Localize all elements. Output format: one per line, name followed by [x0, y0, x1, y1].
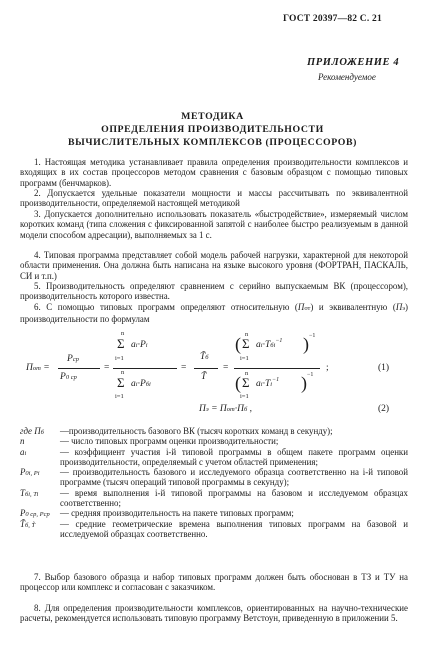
appendix-title: ПРИЛОЖЕНИЕ 4: [307, 57, 400, 68]
definition-item: ai — коэффициент участия i-й типовой программы в общем пакете программ оценки производительности, определяемый с учетом областей применения;: [20, 446, 408, 467]
definition-item: P0 ср, Pср — средняя производительность на пакете типовых программ;: [20, 508, 294, 519]
paragraph-2: 2. Допускается удельные показатели мощности и массы рассчитывать по эквивалентной производительности, определяемой настоящей методикой: [20, 188, 408, 209]
definition-item: n — число типовых программ оценки производительности;: [20, 436, 279, 447]
appendix-subtitle: Рекомендуемое: [318, 72, 376, 82]
doc-title-line-3: ВЫЧИСЛИТЕЛЬНЫХ КОМПЛЕКСОВ (ПРОЦЕССОРОВ): [67, 137, 357, 148]
paragraph-5: 5. Производительность определяют сравнением с серийно выпускаемым ВК (процессором), производительность которого известна.: [20, 281, 408, 302]
paragraph-1: 1. Настоящая методика устанавливает правила определения производительности комплексов и входящих в их состав процессоров методом сравнения с базовым образцом с помощью типовых программ (бенчмарков).: [20, 157, 408, 188]
definition-item: P0i, Pi — производительность базового и исследуемого образца соответственно на i-й типовой программе (тысяч операций типовой программы в секунду);: [20, 467, 408, 488]
definition-item: Tбi, Ti — время выполнения i-й типовой программы на базовом и исследуемом образцах соответственно;: [20, 487, 408, 509]
formula-1: Пот = Pср P0 ср = n Σ ai·Pi i=1 n Σ ai·Pбi i=1 = T̃б T̃ = ( n Σ ai·Tбi$^{-1}$ ) −1 i=1 ( n Σ $ai\cdot Ti^{-1}$ ) −1 i=1 ; (1): [26, 330, 390, 400]
paragraph-4: 4. Типовая программа представляет собой модель рабочей нагрузки, характерной для некоторой области применения. Она должна быть написана на языке высокого уровня (ФОРТРАН, ПАСКАЛЬ, СИ и т.п.): [20, 250, 408, 281]
symbol-definitions: [20, 426, 408, 539]
page-header: ГОСТ 20397—82 С. 21: [283, 14, 382, 24]
paragraph-7: 7. Выбор базового образца и набор типовых программ должен быть обоснован в ТЗ и ТУ на процессор или комплекс и согласован с заказчиком.: [20, 572, 408, 593]
paragraph-6: 6. С помощью типовых программ определяют относительную (Пот) и эквивалентную (Пэ) производительности по формулам: [20, 302, 408, 325]
definition-item: где Пб —производительность базового ВК (тысяч коротких команд в секунду);: [20, 426, 333, 436]
doc-title-line-1: МЕТОДИКА: [181, 111, 244, 122]
definition-item: T̃б, T̃ — средние геометрические времена выполнения типовых программ на базовой и исследуемой образцах соответственно.: [20, 518, 408, 539]
doc-title-line-2: ОПРЕДЕЛЕНИЯ ПРОИЗВОДИТЕЛЬНОСТИ: [101, 124, 324, 135]
formula-2: Пэ = Пот·Пб , (2): [199, 404, 390, 414]
paragraph-3: 3. Допускается дополнительно использовать показатель «быстродействие», измеряемый числом коротких команд (типа сложения с фиксированной запятой с наиболее быстро реализуемым в данной модели способом адресации), выполняемых за 1 с.: [20, 209, 408, 240]
paragraph-8: 8. Для определения производительности комплексов, ориентированных на научно-технические расчеты, рекомендуется использовать типовую программу Ветстоун, приведенную в приложении 5.: [20, 603, 408, 624]
